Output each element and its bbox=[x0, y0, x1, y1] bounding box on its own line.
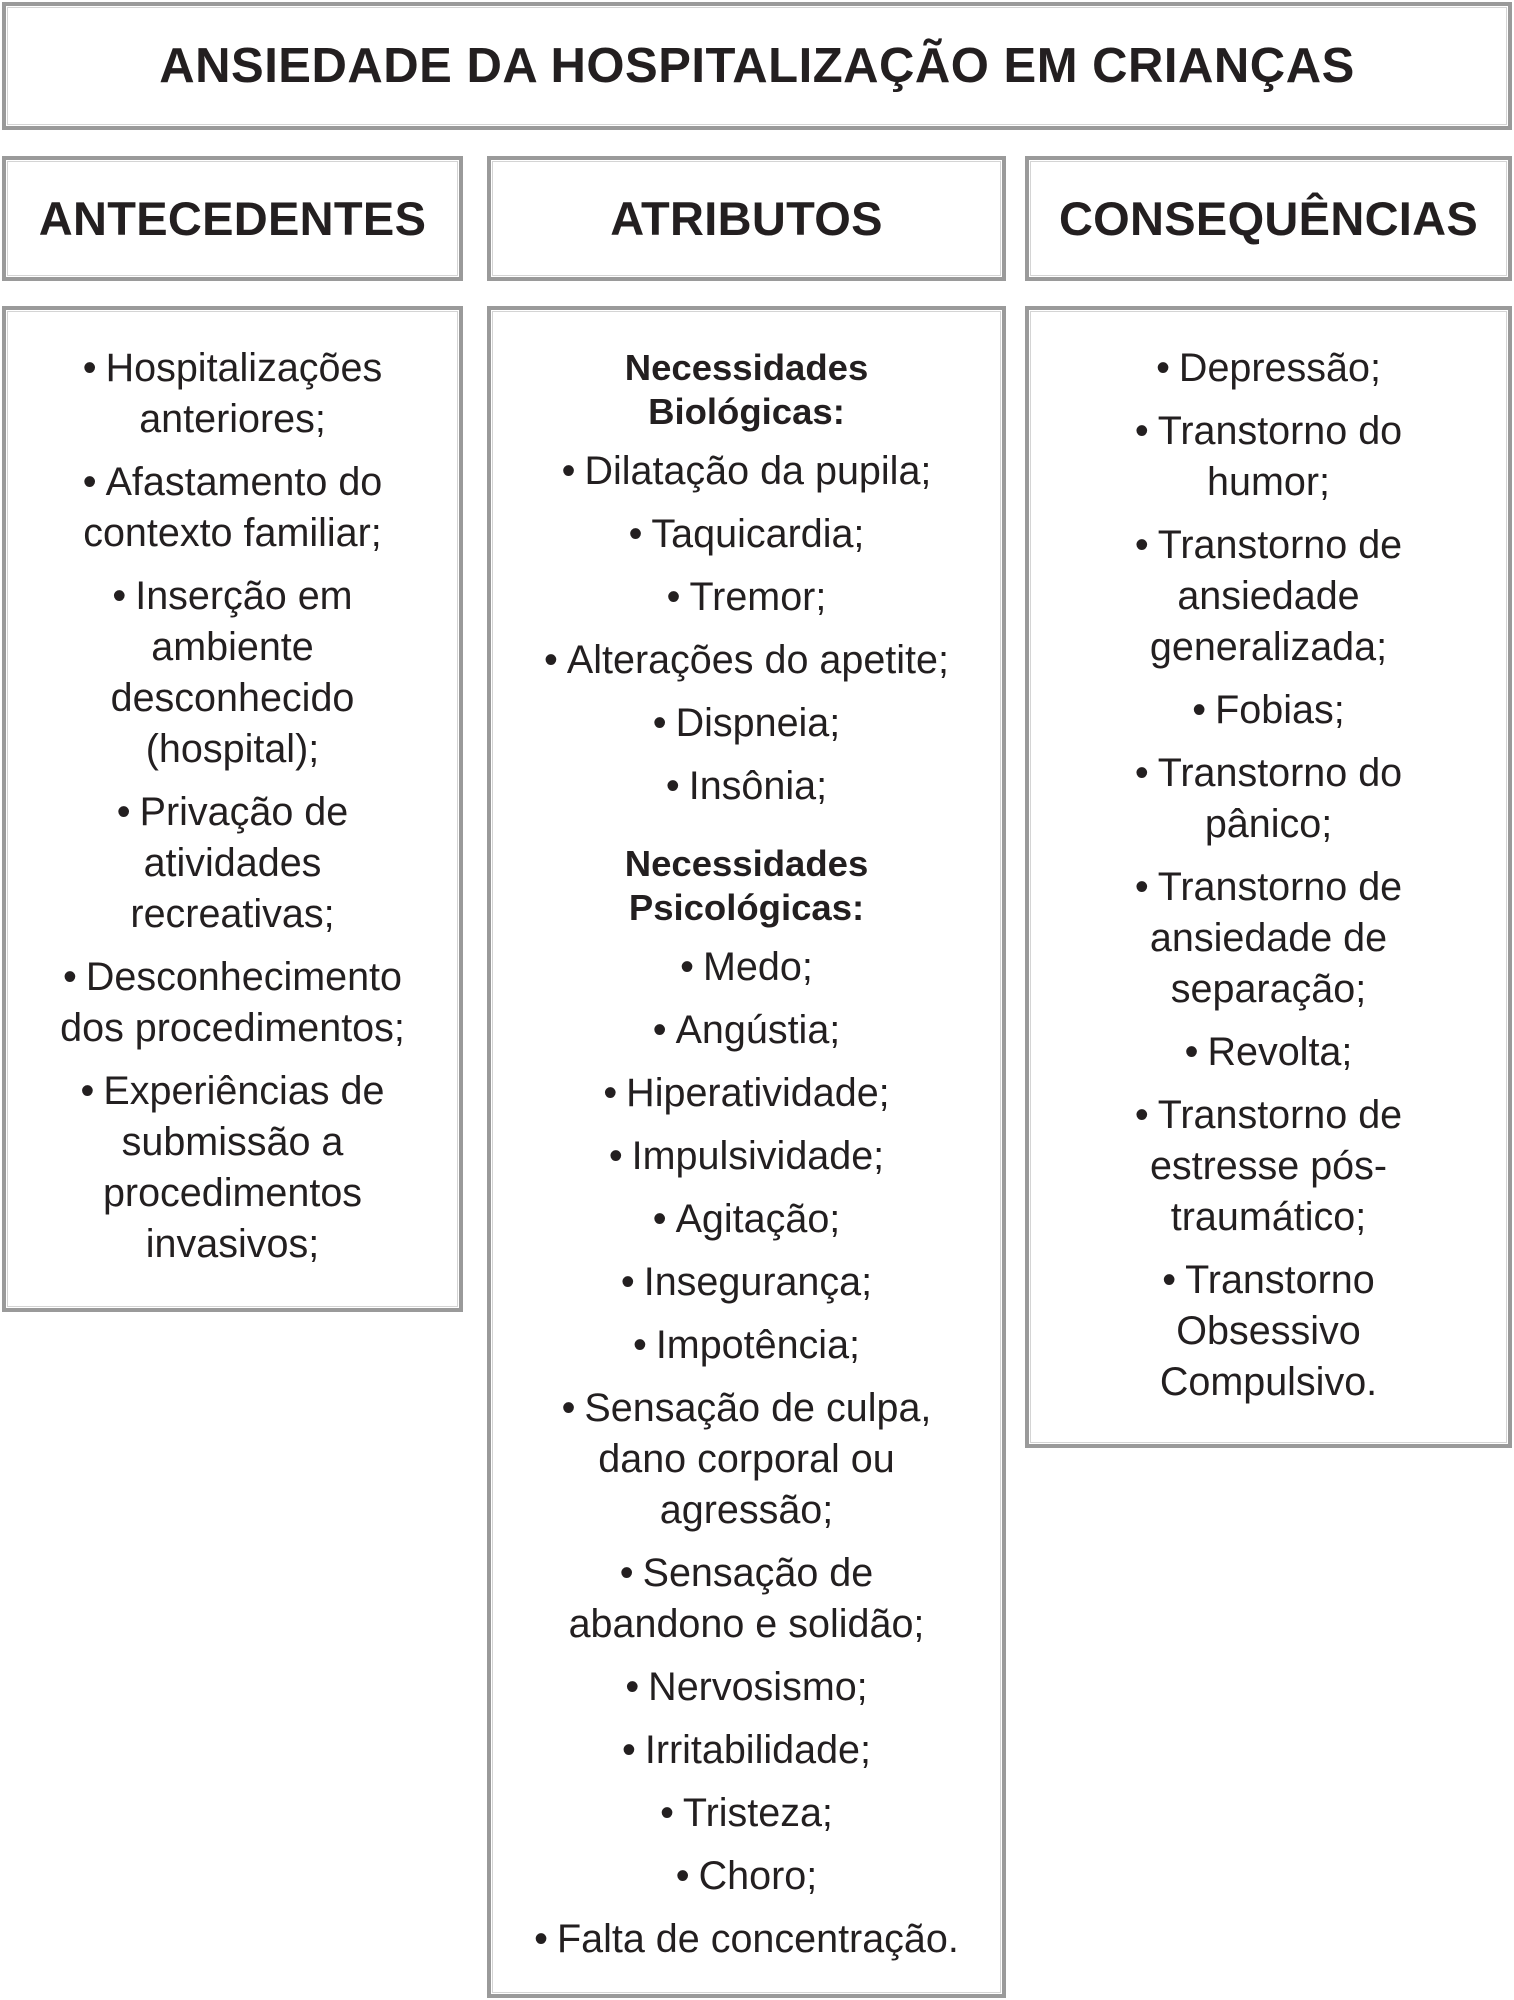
list-item: • Dilatação da pupila; bbox=[531, 446, 962, 497]
list-item: • Inserção em ambiente desconhecido (hospital); bbox=[48, 571, 417, 775]
list-item: • Nervosismo; bbox=[531, 1662, 962, 1713]
atributos-header: ATRIBUTOS bbox=[610, 192, 883, 245]
list-item: • Transtorno de estresse pós-traumático; bbox=[1097, 1090, 1440, 1243]
list-item: • Revolta; bbox=[1097, 1027, 1440, 1078]
list-item: • Falta de concentração. bbox=[531, 1914, 962, 1965]
list-item: • Fobias; bbox=[1097, 685, 1440, 736]
list-item: • Medo; bbox=[531, 942, 962, 993]
list-item: • Dispneia; bbox=[531, 698, 962, 749]
psicologicas-list bbox=[531, 942, 962, 1965]
list-item: • Sensação de abandono e solidão; bbox=[531, 1548, 962, 1650]
list-item: • Privação de atividades recreativas; bbox=[48, 787, 417, 940]
atributos-box bbox=[487, 306, 1006, 1998]
diagram-title: ANSIEDADE DA HOSPITALIZAÇÃO EM CRIANÇAS bbox=[159, 39, 1355, 93]
list-item: • Transtorno do pânico; bbox=[1097, 748, 1440, 850]
list-item: • Experiências de submissão a procedimentos invasivos; bbox=[48, 1066, 417, 1270]
list-item: • Insônia; bbox=[531, 761, 962, 812]
consequencias-box bbox=[1025, 306, 1512, 1448]
psicologicas-heading: Necessidades Psicológicas: bbox=[624, 843, 869, 928]
atributos-header-box bbox=[487, 156, 1006, 281]
list-item: • Desconhecimento dos procedimentos; bbox=[48, 952, 417, 1054]
antecedentes-header: ANTECEDENTES bbox=[38, 192, 427, 245]
list-item: • Transtorno do humor; bbox=[1097, 406, 1440, 508]
consequencias-header: CONSEQUÊNCIAS bbox=[1058, 192, 1479, 245]
list-item: • Alterações do apetite; bbox=[531, 635, 962, 686]
list-item: • Hiperatividade; bbox=[531, 1068, 962, 1119]
list-item: • Transtorno de ansiedade de separação; bbox=[1097, 862, 1440, 1015]
list-item: • Agitação; bbox=[531, 1194, 962, 1245]
list-item: • Impulsividade; bbox=[531, 1131, 962, 1182]
list-item: • Sensação de culpa, dano corporal ou agressão; bbox=[531, 1383, 962, 1536]
list-item: • Impotência; bbox=[531, 1320, 962, 1371]
list-item: • Choro; bbox=[531, 1851, 962, 1902]
list-item: • Afastamento do contexto familiar; bbox=[48, 457, 417, 559]
list-item: • Transtorno Obsessivo Compulsivo. bbox=[1097, 1255, 1440, 1408]
list-item: • Taquicardia; bbox=[531, 509, 962, 560]
antecedentes-header-box bbox=[2, 156, 463, 281]
biologicas-list bbox=[531, 446, 962, 812]
consequencias-header-box bbox=[1025, 156, 1512, 281]
list-item: • Tristeza; bbox=[531, 1788, 962, 1839]
list-item: • Transtorno de ansiedade generalizada; bbox=[1097, 520, 1440, 673]
biologicas-heading: Necessidades Biológicas: bbox=[624, 347, 869, 432]
list-item: • Irritabilidade; bbox=[531, 1725, 962, 1776]
antecedentes-box bbox=[2, 306, 463, 1312]
antecedentes-list bbox=[48, 343, 417, 1270]
list-item: • Insegurança; bbox=[531, 1257, 962, 1308]
list-item: • Depressão; bbox=[1097, 343, 1440, 394]
title-box bbox=[2, 2, 1512, 130]
consequencias-list bbox=[1097, 343, 1440, 1408]
list-item: • Tremor; bbox=[531, 572, 962, 623]
list-item: • Angústia; bbox=[531, 1005, 962, 1056]
list-item: • Hospitalizações anteriores; bbox=[48, 343, 417, 445]
